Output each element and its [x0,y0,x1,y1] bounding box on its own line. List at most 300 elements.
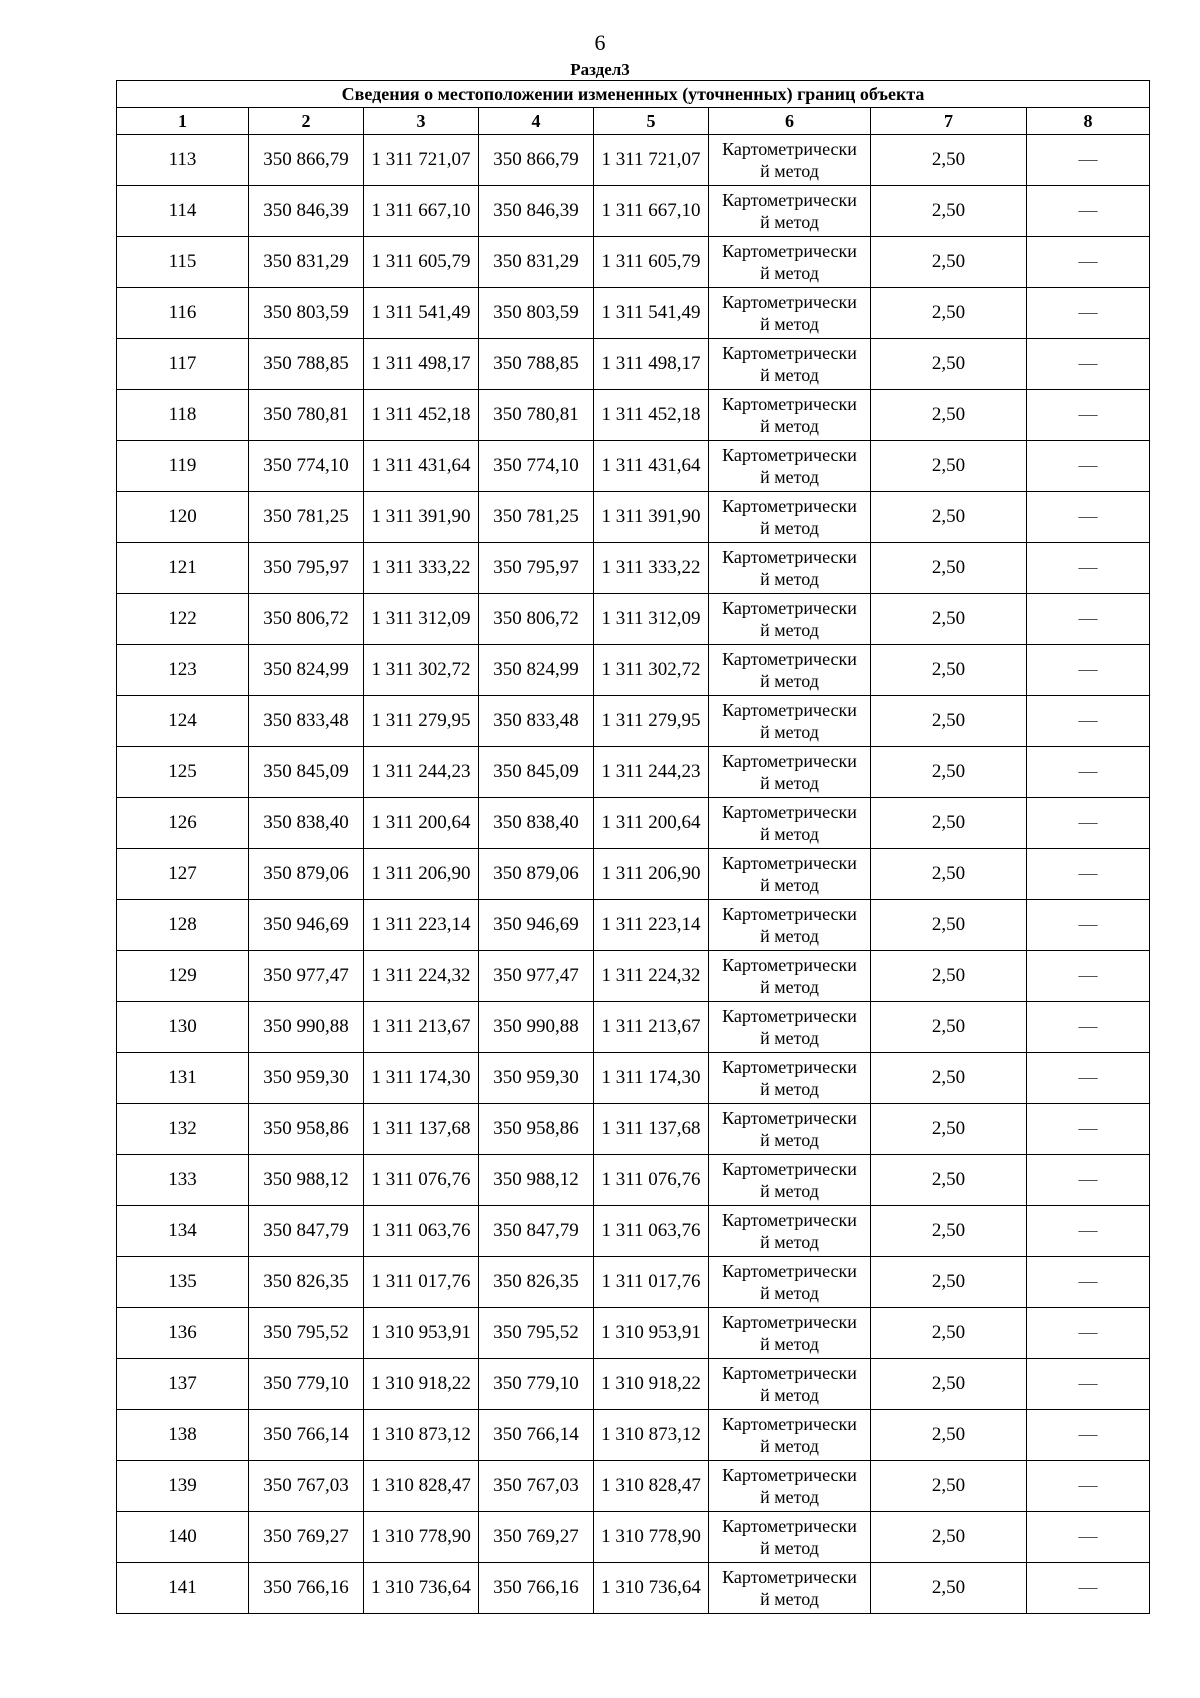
note-cell: — [1027,849,1150,900]
note-cell: — [1027,492,1150,543]
method-line-2: й метод [760,1028,819,1048]
table-row [117,849,1150,900]
point-number-cell: 122 [117,594,249,645]
column-number-2: 2 [249,108,364,135]
table-row [117,1308,1150,1359]
coordinate-y-new-cell: 1 311 605,79 [594,237,709,288]
coordinate-y-new-cell: 1 311 213,67 [594,1002,709,1053]
method-cell [709,1563,871,1614]
table-row [117,1512,1150,1563]
coordinate-y-new-cell: 1 311 667,10 [594,186,709,237]
coordinate-y-new-cell: 1 310 736,64 [594,1563,709,1614]
note-cell: — [1027,1563,1150,1614]
accuracy-cell: 2,50 [871,186,1027,237]
coordinate-x-existing-cell: 350 838,40 [249,798,364,849]
note-cell: — [1027,1002,1150,1053]
table-row [117,1359,1150,1410]
note-cell: — [1027,798,1150,849]
method-cell [709,237,871,288]
coordinate-y-existing-cell: 1 311 076,76 [364,1155,479,1206]
page-number: 6 [594,30,606,55]
coordinate-y-new-cell: 1 311 224,32 [594,951,709,1002]
column-number-8: 8 [1027,108,1150,135]
method-cell [709,696,871,747]
coordinate-y-existing-cell: 1 311 391,90 [364,492,479,543]
coordinate-y-existing-cell: 1 310 918,22 [364,1359,479,1410]
method-line-2: й метод [760,722,819,742]
coordinate-y-new-cell: 1 311 391,90 [594,492,709,543]
coordinate-x-existing-cell: 350 866,79 [249,135,364,186]
coordinate-x-existing-cell: 350 780,81 [249,390,364,441]
coordinate-x-existing-cell: 350 766,16 [249,1563,364,1614]
column-number-5: 5 [594,108,709,135]
note-cell: — [1027,543,1150,594]
method-cell [709,1104,871,1155]
method-line-1: Картометрически [722,343,857,363]
coordinate-y-new-cell: 1 311 541,49 [594,288,709,339]
coordinate-y-new-cell: 1 311 223,14 [594,900,709,951]
coordinate-y-existing-cell: 1 311 223,14 [364,900,479,951]
accuracy-cell: 2,50 [871,849,1027,900]
coordinate-x-existing-cell: 350 766,14 [249,1410,364,1461]
coordinate-y-new-cell: 1 311 279,95 [594,696,709,747]
table-row [117,645,1150,696]
method-cell [709,441,871,492]
method-cell [709,1359,871,1410]
coordinate-x-new-cell: 350 781,25 [479,492,594,543]
method-line-2: й метод [760,161,819,181]
column-number-7: 7 [871,108,1027,135]
point-number-cell: 113 [117,135,249,186]
method-line-2: й метод [760,620,819,640]
method-line-2: й метод [760,1385,819,1405]
point-number-cell: 116 [117,288,249,339]
coordinate-x-new-cell: 350 958,86 [479,1104,594,1155]
coordinate-y-new-cell: 1 311 721,07 [594,135,709,186]
accuracy-cell: 2,50 [871,1410,1027,1461]
coordinate-y-new-cell: 1 310 953,91 [594,1308,709,1359]
coordinate-x-new-cell: 350 833,48 [479,696,594,747]
table-row [117,1053,1150,1104]
boundary-coordinates-table [116,80,1150,1614]
note-cell: — [1027,594,1150,645]
accuracy-cell: 2,50 [871,1308,1027,1359]
method-line-1: Картометрически [722,496,857,516]
coordinate-x-existing-cell: 350 958,86 [249,1104,364,1155]
coordinate-y-new-cell: 1 310 918,22 [594,1359,709,1410]
method-cell [709,747,871,798]
coordinate-x-existing-cell: 350 795,52 [249,1308,364,1359]
coordinate-x-new-cell: 350 946,69 [479,900,594,951]
coordinate-y-existing-cell: 1 311 498,17 [364,339,479,390]
note-cell: — [1027,1512,1150,1563]
method-cell [709,339,871,390]
section-title: Раздел3 [570,60,630,79]
method-cell [709,1461,871,1512]
coordinate-x-new-cell: 350 795,52 [479,1308,594,1359]
coordinate-y-new-cell: 1 311 137,68 [594,1104,709,1155]
method-line-2: й метод [760,365,819,385]
coordinate-y-existing-cell: 1 311 200,64 [364,798,479,849]
method-line-1: Картометрически [722,802,857,822]
method-cell [709,1155,871,1206]
coordinate-y-existing-cell: 1 311 333,22 [364,543,479,594]
method-line-1: Картометрически [722,1261,857,1281]
method-line-1: Картометрически [722,1363,857,1383]
note-cell: — [1027,390,1150,441]
method-line-2: й метод [760,824,819,844]
coordinate-x-new-cell: 350 803,59 [479,288,594,339]
note-cell: — [1027,747,1150,798]
table-row [117,186,1150,237]
note-cell: — [1027,1257,1150,1308]
note-cell: — [1027,1206,1150,1257]
column-number-3: 3 [364,108,479,135]
note-cell: — [1027,339,1150,390]
method-line-1: Картометрически [722,955,857,975]
coordinate-x-new-cell: 350 847,79 [479,1206,594,1257]
coordinate-x-new-cell: 350 846,39 [479,186,594,237]
accuracy-cell: 2,50 [871,390,1027,441]
point-number-cell: 137 [117,1359,249,1410]
point-number-cell: 139 [117,1461,249,1512]
point-number-cell: 133 [117,1155,249,1206]
method-line-1: Картометрически [722,1108,857,1128]
method-line-1: Картометрически [722,598,857,618]
column-number-1: 1 [117,108,249,135]
point-number-cell: 127 [117,849,249,900]
coordinate-y-existing-cell: 1 310 873,12 [364,1410,479,1461]
coordinate-y-new-cell: 1 311 302,72 [594,645,709,696]
accuracy-cell: 2,50 [871,543,1027,594]
note-cell: — [1027,237,1150,288]
coordinate-x-existing-cell: 350 781,25 [249,492,364,543]
coordinate-y-new-cell: 1 311 063,76 [594,1206,709,1257]
note-cell: — [1027,186,1150,237]
coordinate-x-new-cell: 350 780,81 [479,390,594,441]
point-number-cell: 119 [117,441,249,492]
note-cell: — [1027,1359,1150,1410]
coordinate-y-existing-cell: 1 311 452,18 [364,390,479,441]
table-row [117,1002,1150,1053]
coordinate-y-new-cell: 1 311 498,17 [594,339,709,390]
note-cell: — [1027,288,1150,339]
method-cell [709,1002,871,1053]
accuracy-cell: 2,50 [871,135,1027,186]
table-row [117,237,1150,288]
accuracy-cell: 2,50 [871,798,1027,849]
point-number-cell: 140 [117,1512,249,1563]
coordinate-x-existing-cell: 350 846,39 [249,186,364,237]
coordinate-x-new-cell: 350 826,35 [479,1257,594,1308]
coordinate-y-existing-cell: 1 311 174,30 [364,1053,479,1104]
note-cell: — [1027,1053,1150,1104]
method-cell [709,135,871,186]
accuracy-cell: 2,50 [871,492,1027,543]
method-line-2: й метод [760,926,819,946]
coordinate-y-new-cell: 1 311 333,22 [594,543,709,594]
coordinate-x-new-cell: 350 795,97 [479,543,594,594]
coordinate-x-new-cell: 350 767,03 [479,1461,594,1512]
table-row [117,1410,1150,1461]
coordinate-x-new-cell: 350 774,10 [479,441,594,492]
note-cell: — [1027,1104,1150,1155]
method-cell [709,1257,871,1308]
method-line-1: Картометрически [722,292,857,312]
note-cell: — [1027,441,1150,492]
method-line-2: й метод [760,1079,819,1099]
point-number-cell: 132 [117,1104,249,1155]
coordinate-x-new-cell: 350 824,99 [479,645,594,696]
coordinate-y-existing-cell: 1 311 206,90 [364,849,479,900]
coordinate-y-existing-cell: 1 311 721,07 [364,135,479,186]
coordinate-x-existing-cell: 350 795,97 [249,543,364,594]
note-cell: — [1027,696,1150,747]
column-number-row [117,108,1150,135]
coordinate-y-new-cell: 1 311 017,76 [594,1257,709,1308]
coordinate-x-new-cell: 350 766,14 [479,1410,594,1461]
method-line-1: Картометрически [722,1006,857,1026]
method-cell [709,594,871,645]
method-line-1: Картометрически [722,1210,857,1230]
coordinate-x-existing-cell: 350 824,99 [249,645,364,696]
coordinate-y-new-cell: 1 311 200,64 [594,798,709,849]
method-line-1: Картометрически [722,1057,857,1077]
accuracy-cell: 2,50 [871,441,1027,492]
coordinate-y-existing-cell: 1 311 224,32 [364,951,479,1002]
table-row [117,543,1150,594]
method-line-1: Картометрически [722,1567,857,1587]
table-caption: Сведения о местоположении измененных (уточненных) границ объекта [117,81,1150,108]
table-row [117,1104,1150,1155]
method-line-1: Картометрически [722,904,857,924]
coordinate-x-new-cell: 350 788,85 [479,339,594,390]
point-number-cell: 128 [117,900,249,951]
method-line-1: Картометрически [722,853,857,873]
coordinate-y-existing-cell: 1 311 137,68 [364,1104,479,1155]
point-number-cell: 124 [117,696,249,747]
point-number-cell: 135 [117,1257,249,1308]
point-number-cell: 126 [117,798,249,849]
coordinate-y-existing-cell: 1 311 667,10 [364,186,479,237]
coordinate-x-new-cell: 350 879,06 [479,849,594,900]
method-line-2: й метод [760,671,819,691]
method-line-2: й метод [760,569,819,589]
note-cell: — [1027,645,1150,696]
method-line-1: Картометрически [722,700,857,720]
coordinate-y-new-cell: 1 310 873,12 [594,1410,709,1461]
method-line-2: й метод [760,1130,819,1150]
point-number-cell: 131 [117,1053,249,1104]
method-line-1: Картометрически [722,394,857,414]
method-line-2: й метод [760,1232,819,1252]
note-cell: — [1027,1308,1150,1359]
coordinate-y-existing-cell: 1 311 605,79 [364,237,479,288]
coordinate-x-new-cell: 350 838,40 [479,798,594,849]
method-line-2: й метод [760,416,819,436]
coordinate-y-new-cell: 1 311 312,09 [594,594,709,645]
coordinate-y-existing-cell: 1 311 063,76 [364,1206,479,1257]
method-line-1: Картометрически [722,547,857,567]
accuracy-cell: 2,50 [871,1206,1027,1257]
coordinate-x-new-cell: 350 806,72 [479,594,594,645]
note-cell: — [1027,900,1150,951]
table-row [117,135,1150,186]
point-number-cell: 117 [117,339,249,390]
point-number-cell: 130 [117,1002,249,1053]
method-cell [709,645,871,696]
point-number-cell: 120 [117,492,249,543]
table-body [117,135,1150,1614]
coordinate-x-new-cell: 350 766,16 [479,1563,594,1614]
accuracy-cell: 2,50 [871,1563,1027,1614]
accuracy-cell: 2,50 [871,288,1027,339]
method-line-2: й метод [760,1283,819,1303]
note-cell: — [1027,951,1150,1002]
method-line-1: Картометрически [722,1516,857,1536]
coordinate-y-existing-cell: 1 311 541,49 [364,288,479,339]
accuracy-cell: 2,50 [871,1461,1027,1512]
coordinate-y-existing-cell: 1 311 302,72 [364,645,479,696]
coordinate-x-existing-cell: 350 774,10 [249,441,364,492]
coordinate-x-existing-cell: 350 803,59 [249,288,364,339]
table-row [117,390,1150,441]
method-cell [709,1308,871,1359]
method-line-2: й метод [760,773,819,793]
coordinate-x-existing-cell: 350 779,10 [249,1359,364,1410]
coordinate-x-new-cell: 350 959,30 [479,1053,594,1104]
method-cell [709,1410,871,1461]
point-number-cell: 114 [117,186,249,237]
method-cell [709,543,871,594]
accuracy-cell: 2,50 [871,696,1027,747]
coordinate-y-new-cell: 1 311 076,76 [594,1155,709,1206]
method-line-1: Картометрически [722,649,857,669]
method-line-2: й метод [760,977,819,997]
coordinate-x-new-cell: 350 831,29 [479,237,594,288]
method-cell [709,1053,871,1104]
table-row [117,747,1150,798]
coordinate-x-new-cell: 350 866,79 [479,135,594,186]
coordinate-x-existing-cell: 350 845,09 [249,747,364,798]
table-row [117,1155,1150,1206]
coordinate-x-existing-cell: 350 988,12 [249,1155,364,1206]
coordinate-x-existing-cell: 350 826,35 [249,1257,364,1308]
method-line-2: й метод [760,263,819,283]
point-number-cell: 121 [117,543,249,594]
accuracy-cell: 2,50 [871,1104,1027,1155]
coordinate-y-new-cell: 1 310 828,47 [594,1461,709,1512]
accuracy-cell: 2,50 [871,1512,1027,1563]
method-line-2: й метод [760,518,819,538]
method-line-1: Картометрически [722,139,857,159]
coordinate-x-new-cell: 350 990,88 [479,1002,594,1053]
method-cell [709,1512,871,1563]
accuracy-cell: 2,50 [871,1155,1027,1206]
point-number-cell: 123 [117,645,249,696]
point-number-cell: 136 [117,1308,249,1359]
method-line-1: Картометрически [722,241,857,261]
method-cell [709,798,871,849]
method-cell [709,492,871,543]
accuracy-cell: 2,50 [871,237,1027,288]
table-row [117,441,1150,492]
coordinate-x-new-cell: 350 845,09 [479,747,594,798]
point-number-cell: 125 [117,747,249,798]
table-row [117,1461,1150,1512]
table-row [117,288,1150,339]
table-row [117,1257,1150,1308]
accuracy-cell: 2,50 [871,1257,1027,1308]
coordinate-y-new-cell: 1 311 174,30 [594,1053,709,1104]
point-number-cell: 129 [117,951,249,1002]
table-row [117,696,1150,747]
coordinate-y-existing-cell: 1 311 213,67 [364,1002,479,1053]
coordinate-x-new-cell: 350 769,27 [479,1512,594,1563]
table-row [117,798,1150,849]
coordinate-x-existing-cell: 350 833,48 [249,696,364,747]
note-cell: — [1027,135,1150,186]
table-row [117,492,1150,543]
coordinate-y-existing-cell: 1 310 953,91 [364,1308,479,1359]
coordinate-y-existing-cell: 1 310 736,64 [364,1563,479,1614]
table-row [117,900,1150,951]
coordinate-x-existing-cell: 350 977,47 [249,951,364,1002]
note-cell: — [1027,1155,1150,1206]
column-number-4: 4 [479,108,594,135]
method-line-2: й метод [760,1487,819,1507]
coordinate-y-existing-cell: 1 310 828,47 [364,1461,479,1512]
point-number-cell: 118 [117,390,249,441]
coordinate-y-new-cell: 1 311 431,64 [594,441,709,492]
method-line-2: й метод [760,1436,819,1456]
accuracy-cell: 2,50 [871,594,1027,645]
method-line-2: й метод [760,1181,819,1201]
method-line-2: й метод [760,467,819,487]
coordinate-x-existing-cell: 350 788,85 [249,339,364,390]
coordinate-x-new-cell: 350 977,47 [479,951,594,1002]
method-cell [709,288,871,339]
method-line-2: й метод [760,314,819,334]
coordinate-y-new-cell: 1 311 452,18 [594,390,709,441]
coordinate-x-existing-cell: 350 990,88 [249,1002,364,1053]
point-number-cell: 115 [117,237,249,288]
point-number-cell: 138 [117,1410,249,1461]
coordinate-y-new-cell: 1 311 206,90 [594,849,709,900]
accuracy-cell: 2,50 [871,645,1027,696]
table-row [117,1206,1150,1257]
table-row [117,339,1150,390]
method-cell [709,1206,871,1257]
table-row [117,1563,1150,1614]
coordinate-y-new-cell: 1 311 244,23 [594,747,709,798]
method-cell [709,900,871,951]
coordinate-x-existing-cell: 350 879,06 [249,849,364,900]
coordinate-x-new-cell: 350 779,10 [479,1359,594,1410]
column-number-6: 6 [709,108,871,135]
table-row [117,951,1150,1002]
accuracy-cell: 2,50 [871,951,1027,1002]
note-cell: — [1027,1461,1150,1512]
method-line-1: Картометрически [722,1414,857,1434]
method-line-1: Картометрически [722,445,857,465]
table-row [117,594,1150,645]
accuracy-cell: 2,50 [871,339,1027,390]
accuracy-cell: 2,50 [871,747,1027,798]
method-line-1: Картометрически [722,1312,857,1332]
coordinate-x-existing-cell: 350 959,30 [249,1053,364,1104]
method-line-2: й метод [760,1538,819,1558]
